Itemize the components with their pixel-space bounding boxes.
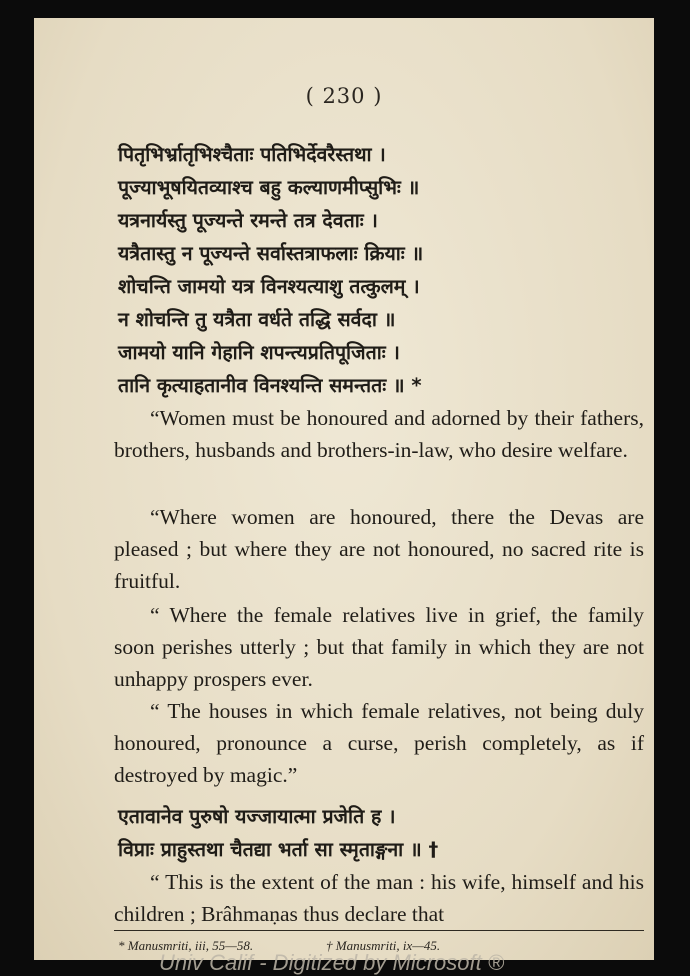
translation-paragraph	[114, 402, 644, 466]
translation-paragraph	[114, 695, 644, 791]
book-page	[34, 18, 654, 975]
sanskrit-verse-line: न शोचन्ति तु यत्रैता वर्धते तद्धि सर्वदा ॥	[118, 308, 396, 331]
paragraph-text: “Women must be honoured and adorned by their fathers, brothers, husbands and brothers-in-law, who desire welfare.	[114, 406, 644, 462]
sanskrit-verse-line: पूज्याभूषयितव्याश्च बहु कल्याणमीप्सुभिः ॥	[118, 176, 420, 199]
sanskrit-verse-line: तानि कृत्याहतानीव विनश्यन्ति समन्ततः ॥ *	[118, 374, 422, 397]
footnote-divider	[114, 930, 644, 931]
sanskrit-verse-line: शोचन्ति जामयो यत्र विनश्यत्याशु तत्कुलम् ।	[118, 275, 420, 298]
footnote: † Manusmriti, ix—45.	[326, 938, 441, 953]
sanskrit-verse-line: विप्राः प्राहुस्तथा चैतद्या भर्ता सा स्मृताङ्गना ॥ †	[118, 838, 439, 861]
digitization-watermark: Univ Calif - Digitized by Microsoft ®	[159, 950, 505, 975]
sanskrit-verse-line: पितृभिर्भ्रातृभिश्चैताः पतिभिर्देवरैस्तथा ।	[118, 143, 386, 166]
paragraph-text: “ Where the female relatives live in grief, the family soon perishes utterly ; but that family in which they are not unhappy prospers ever.	[114, 603, 644, 691]
translation-paragraph	[114, 599, 644, 695]
translation-paragraph	[114, 501, 644, 597]
paragraph-text: “ This is the extent of the man : his wife, himself and his children ; Brâhmaṇas thus declare that	[114, 870, 644, 926]
sanskrit-verse-line: एतावानेव पुरुषो यज्जायात्मा प्रजेति ह ।	[118, 805, 396, 828]
paragraph-text: “ The houses in which female relatives, not being duly honoured, pronounce a curse, perish completely, as if destroyed by magic.”	[114, 699, 644, 787]
translation-paragraph	[114, 866, 644, 930]
footnote: * Manusmriti, iii, 55—58.	[118, 938, 254, 953]
paragraph-text: “Where women are honoured, there the Devas are pleased ; but where they are not honoured, no sacred rite is fruitful.	[114, 505, 644, 593]
sanskrit-verse-line: यत्रनार्यस्तु पूज्यन्ते रमन्ते तत्र देवताः ।	[118, 209, 378, 232]
page-number: ( 230 )	[305, 84, 383, 108]
sanskrit-verse-line: जामयो यानि गेहानि शपन्त्यप्रतिपूजिताः ।	[118, 341, 400, 364]
sanskrit-verse-line: यत्रैतास्तु न पूज्यन्ते सर्वास्तत्राफलाः क्रियाः ॥	[118, 242, 424, 265]
